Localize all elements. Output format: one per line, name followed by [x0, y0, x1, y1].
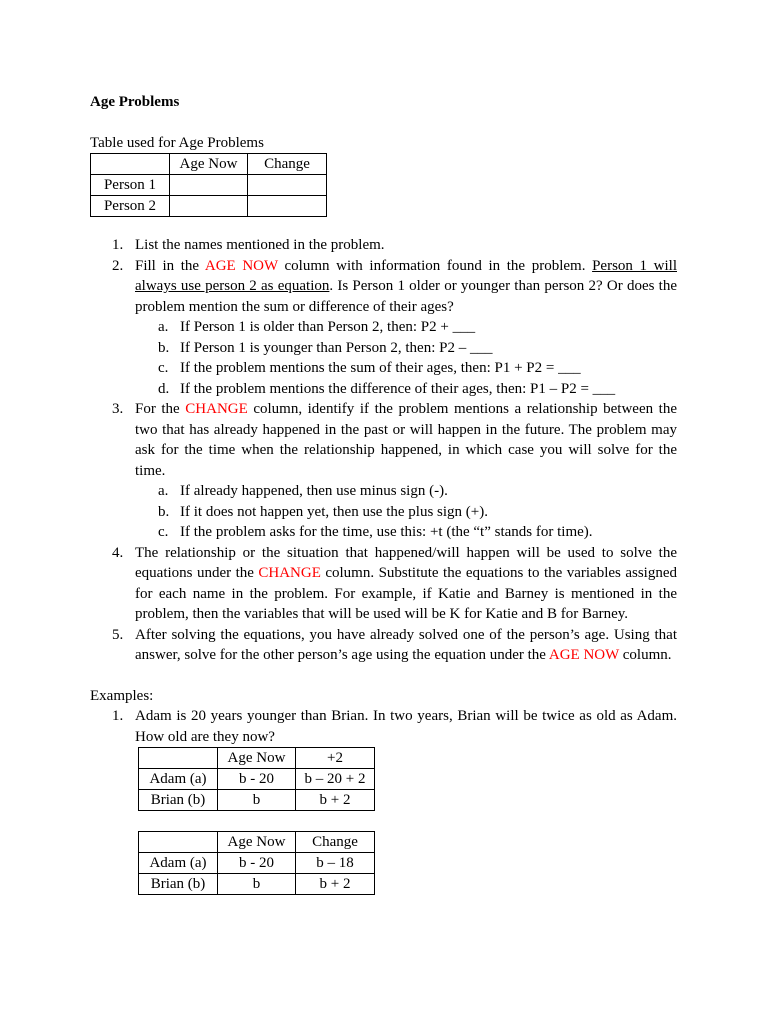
table-caption: Table used for Age Problems: [90, 134, 264, 151]
table-cell: Age Now: [170, 154, 248, 175]
list-item: [90, 543, 677, 625]
table-cell: [139, 748, 218, 769]
table-cell: Person 1: [91, 175, 170, 196]
sub-text: If the problem mentions the sum of their ages, then: P1 + P2 = ___: [180, 360, 581, 376]
table-cell: b: [218, 874, 296, 895]
table-cell: Age Now: [218, 748, 296, 769]
step-text: column. Substitute the equations to the variables assigned for each name in the problem. For example, if Katie and Barney is mentioned in the problem, then the variables that will be used will be K for Katie and B for Barney.: [135, 565, 678, 622]
table-cell: Brian (b): [139, 874, 218, 895]
list-item: [90, 399, 677, 481]
example-tables: [138, 747, 677, 895]
highlight-text: CHANGE: [185, 401, 248, 417]
example-text: Adam is 20 years younger than Brian. In two years, Brian will be twice as old as Adam. How old are they now?: [135, 708, 677, 745]
example-table-a: [138, 747, 375, 811]
highlight-text: AGE NOW: [548, 647, 620, 663]
sub-text: If Person 1 is older than Person 2, then: P2 + ___: [180, 319, 476, 335]
step-text: column.: [619, 647, 672, 663]
list-letter: b.: [158, 503, 170, 520]
sub-text: If it does not happen yet, then use the plus sign (+).: [180, 503, 488, 520]
sub-text: If the problem mentions the difference of their ages, then: P1 – P2 = ___: [180, 380, 616, 397]
steps-list: [90, 235, 677, 666]
table-cell: Adam (a): [139, 769, 218, 790]
sub-text: If already happened, then use minus sign (-).: [180, 483, 448, 499]
table-row: [139, 874, 375, 895]
list-item: [90, 256, 677, 318]
step-text: Fill in the: [135, 257, 205, 274]
table-row: [139, 769, 375, 790]
sub-item: [90, 317, 677, 338]
table-cell: b – 20 + 2: [296, 769, 375, 790]
table-header-row: [139, 832, 375, 853]
list-number: 2.: [112, 257, 124, 274]
table-cell: [170, 175, 248, 196]
list-item: [90, 625, 677, 666]
table-cell: [91, 154, 170, 175]
table-cell: b + 2: [296, 790, 375, 811]
table-cell: Age Now: [218, 832, 296, 853]
table-header-row: [91, 154, 327, 175]
highlight-text: CHANGE: [258, 565, 321, 581]
table-cell: Change: [248, 154, 327, 175]
step-text: column, identify if the problem mentions a relationship between the two that has already happened in the past or will happen in the future. The problem may ask for the time when the relationship happened, in which case you will solve for the time.: [135, 401, 677, 479]
list-letter: d.: [158, 380, 170, 397]
table-header-row: [139, 748, 375, 769]
examples-heading: Examples:: [90, 687, 154, 704]
sub-item: [90, 379, 677, 400]
table-row: [91, 196, 327, 217]
step-text: List the names mentioned in the problem.: [135, 237, 385, 253]
table-cell: b: [218, 790, 296, 811]
document-page: [90, 92, 677, 895]
sub-text: If the problem asks for the time, use this: +t (the “t” stands for time).: [180, 524, 593, 540]
table-cell: [248, 196, 327, 217]
step-text: For the: [135, 401, 186, 417]
step-text: column with information found in the problem.: [277, 257, 593, 274]
table-cell: Change: [296, 832, 375, 853]
underlined-text: Person 1 will always use person 2 as equation: [135, 257, 677, 294]
list-number: 1.: [112, 708, 124, 724]
table-cell: b + 2: [296, 874, 375, 895]
sub-item: [90, 481, 677, 502]
table-row: [139, 790, 375, 811]
table-row: [91, 175, 327, 196]
table-cell: Adam (a): [139, 853, 218, 874]
list-letter: b.: [158, 339, 170, 356]
table-cell: b - 20: [218, 853, 296, 874]
table-cell: [139, 832, 218, 853]
template-table: [90, 153, 327, 217]
table-cell: Brian (b): [139, 790, 218, 811]
list-letter: c.: [158, 360, 169, 376]
list-letter: a.: [158, 319, 169, 335]
page-title: Age Problems: [90, 94, 180, 110]
list-number: 5.: [112, 626, 124, 643]
sub-item: [90, 358, 677, 379]
table-row: [139, 853, 375, 874]
step-text: The relationship or the situation that happened/will happen will be used to solve the equations under the: [135, 544, 677, 581]
list-number: 3.: [112, 401, 124, 417]
list-letter: c.: [158, 524, 169, 540]
list-number: 1.: [112, 237, 124, 253]
table-cell: b - 20: [218, 769, 296, 790]
list-letter: a.: [158, 483, 169, 499]
table-cell: +2: [296, 748, 375, 769]
list-item: [90, 706, 677, 747]
table-cell: [248, 175, 327, 196]
spacer: [138, 811, 677, 831]
table-cell: [170, 196, 248, 217]
step-text: After solving the equations, you have already solved one of the person’s age. Using that answer, solve for the other person’s age using the equation under the: [135, 626, 677, 663]
example-table-b: [138, 831, 375, 895]
sub-item: [90, 522, 677, 543]
sub-item: [90, 502, 677, 523]
sub-text: If Person 1 is younger than Person 2, then: P2 – ___: [180, 339, 493, 356]
table-cell: b – 18: [296, 853, 375, 874]
sub-item: [90, 338, 677, 359]
step-text: . Is Person 1 older or younger than person 2? Or does the problem mention the sum or difference of their ages?: [135, 278, 677, 315]
highlight-text: AGE NOW: [204, 257, 278, 274]
list-number: 4.: [112, 544, 124, 561]
list-item: [90, 235, 677, 256]
table-cell: Person 2: [91, 196, 170, 217]
